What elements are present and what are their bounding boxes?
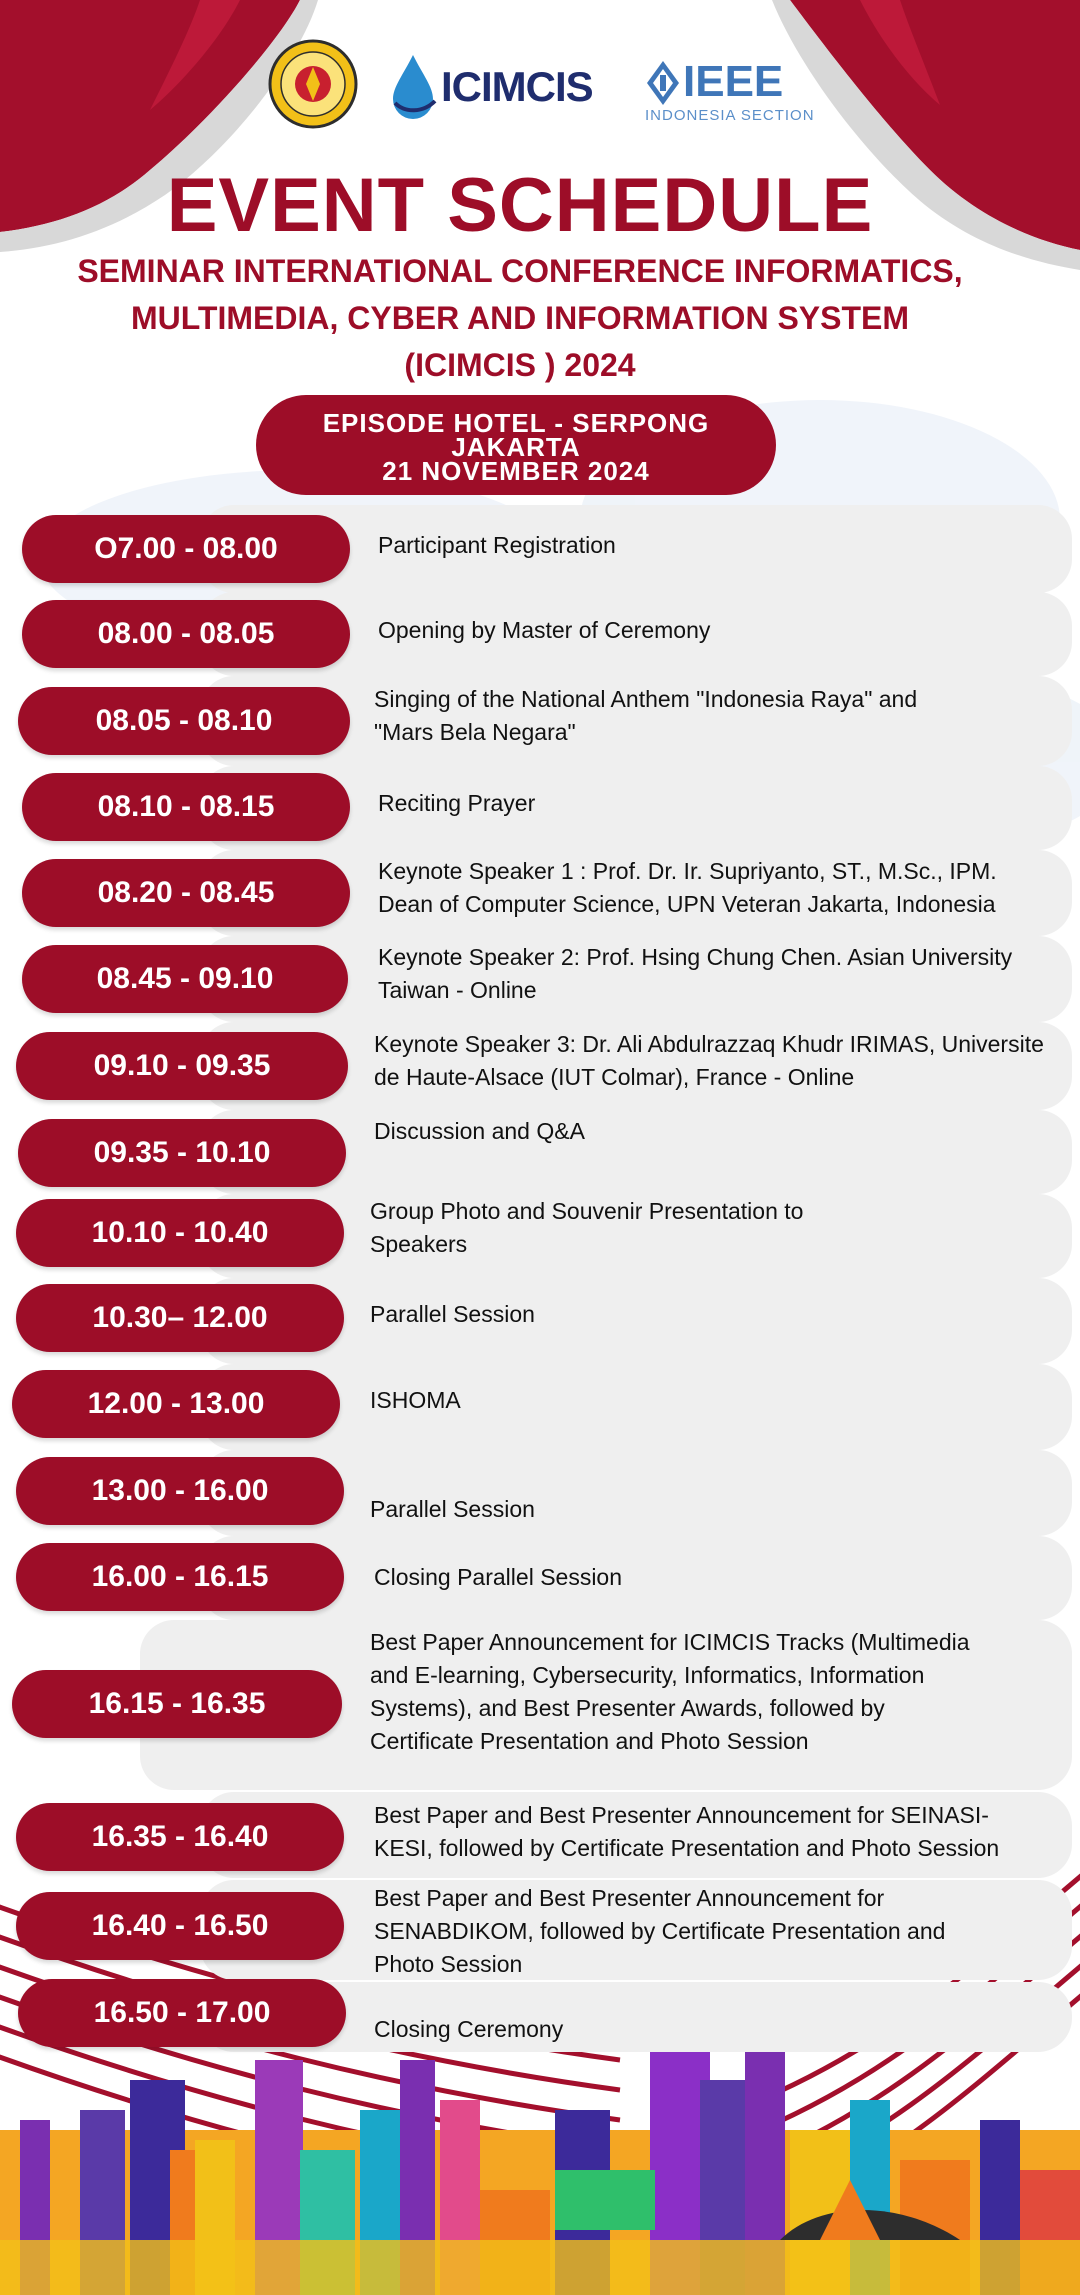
venue-date: 21 NOVEMBER 2024 [382,456,650,486]
schedule-time: 16.35 - 16.40 [16,1803,344,1871]
venue-badge [256,395,776,495]
icimcis-logo [385,51,605,121]
schedule-activity: Reciting Prayer [378,790,536,816]
ieee-logo-text: IEEE [683,57,784,106]
schedule-activity: Best Paper Announcement for ICIMCIS Tracks (Multimedia and E-learning, Cybersecurity, Informatics, Information Systems), and Best Presenter Awards, followed by Certificate Presentation and Photo Session [370,1629,970,1754]
university-seal-icon [268,39,358,129]
schedule-time: 09.10 - 09.35 [16,1032,348,1100]
schedule-time: 08.05 - 08.10 [18,687,350,755]
schedule-time: 16.00 - 16.15 [16,1543,344,1611]
schedule-time: 09.35 - 10.10 [18,1119,346,1187]
schedule-time: O7.00 - 08.00 [22,515,350,583]
schedule-activity: Participant Registration [378,532,616,558]
schedule-activity: Keynote Speaker 1 : Prof. Dr. Ir. Supriyanto, ST., M.Sc., IPM. Dean of Computer Science, UPN Veteran Jakarta, Indonesia [378,858,997,917]
water-drop-icon [385,51,441,121]
schedule-activity: Keynote Speaker 2: Prof. Hsing Chung Chen. Asian University Taiwan - Online [378,944,1013,1003]
schedule-time: 10.30– 12.00 [16,1284,344,1352]
schedule-time: 16.40 - 16.50 [16,1892,344,1960]
ieee-logo [645,57,815,127]
schedule-activity: Opening by Master of Ceremony [378,617,711,643]
subtitle-line: SEMINAR INTERNATIONAL CONFERENCE INFORMATICS, [77,253,963,289]
schedule-activity: Best Paper and Best Presenter Announcement for SENABDIKOM, followed by Certificate Presentation and Photo Session [374,1885,946,1977]
schedule-activity: ISHOMA [370,1387,461,1413]
venue-city: JAKARTA [451,432,581,462]
logo-bar [0,35,1080,145]
schedule-time: 12.00 - 13.00 [12,1370,340,1438]
schedule-time: 16.15 - 16.35 [12,1670,342,1738]
subtitle-line: MULTIMEDIA, CYBER AND INFORMATION SYSTEM [130,300,910,336]
schedule-time: 08.10 - 08.15 [22,773,350,841]
schedule-time: 10.10 - 10.40 [16,1199,344,1267]
schedule-time: 16.50 - 17.00 [18,1979,346,2047]
subtitle-line: (ICIMCIS ) 2024 [404,347,636,383]
schedule-activity: Closing Ceremony [374,2016,564,2042]
schedule-time: 08.00 - 08.05 [22,600,350,668]
page-title: EVENT SCHEDULE [166,163,874,248]
schedule-activity: Discussion and Q&A [374,1118,585,1144]
schedule-activity: Parallel Session [370,1496,535,1522]
icimcis-logo-text: ICIMCIS [441,63,593,110]
schedule-activity: Keynote Speaker 3: Dr. Ali Abdulrazzaq Khudr IRIMAS, Universite de Haute-Alsace (IUT Colmar), France - Online [374,1031,1044,1090]
venue-name: EPISODE HOTEL - SERPONG [322,408,710,438]
schedule-time: 08.20 - 08.45 [22,859,350,927]
schedule-time: 08.45 - 09.10 [22,945,348,1013]
schedule-time: 13.00 - 16.00 [16,1457,344,1525]
ieee-diamond-icon [645,59,681,107]
ieee-section-text: INDONESIA SECTION [645,107,815,124]
event-subtitle [20,248,1020,389]
schedule-activity: Closing Parallel Session [374,1564,623,1590]
schedule-activity: Parallel Session [370,1301,535,1327]
schedule-activity: Group Photo and Souvenir Presentation to Speakers [370,1198,804,1257]
schedule-activity: Singing of the National Anthem "Indonesia Raya" and "Mars Bela Negara" [374,686,918,745]
schedule-activity: Best Paper and Best Presenter Announcement for SEINASI- KESI, followed by Certificate Presentation and Photo Session [374,1802,1000,1861]
